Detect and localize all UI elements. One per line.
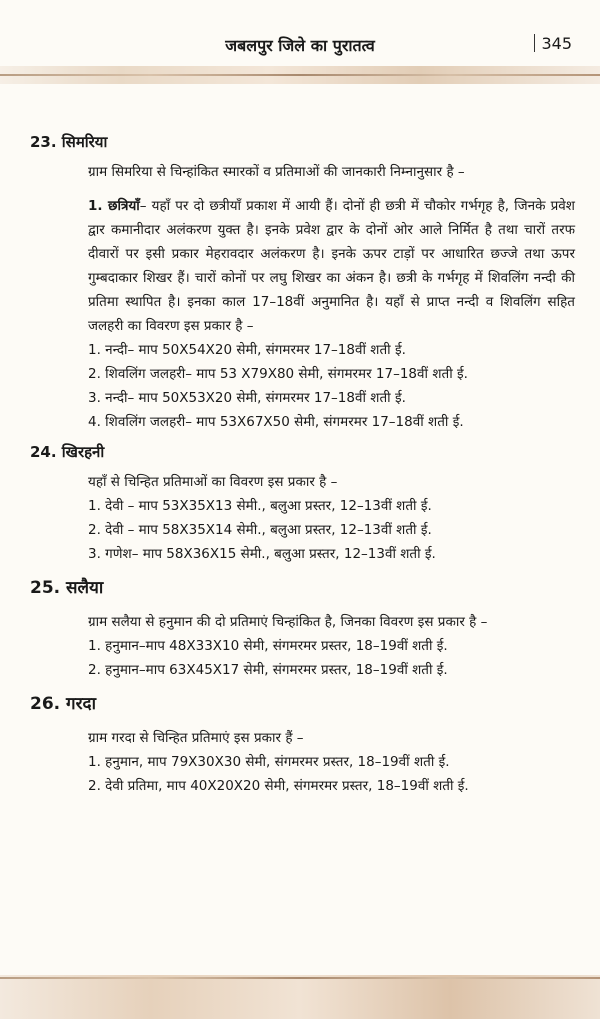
section-heading: 24. खिरहनी xyxy=(30,443,105,461)
page-header xyxy=(0,0,600,62)
list-item: 3. गणेश– माप 58X36X15 सेमी., बलुआ प्रस्तर, 12–13वीं शती ई. xyxy=(88,546,436,562)
section-intro: ग्राम सलैया से हनुमान की दो प्रतिमाएं चिन्हांकित है, जिनका विवरण इस प्रकार है – xyxy=(88,614,488,630)
header-divider xyxy=(534,34,535,52)
list-item: 2. देवी प्रतिमा, माप 40X20X20 सेमी, संगमरमर प्रस्तर, 18–19वीं शती ई. xyxy=(88,778,469,794)
page-body xyxy=(30,124,575,798)
section-heading: 23. सिमरिया xyxy=(30,133,108,151)
list-item: 4. शिवलिंग जलहरी– माप 53X67X50 सेमी, संगमरमर 17–18वीं शती ई. xyxy=(88,414,464,430)
list-item: 1. हनुमान–माप 48X33X10 सेमी, संगमरमर प्रस्तर, 18–19वीं शती ई. xyxy=(88,638,448,654)
list-item: 2. देवी – माप 58X35X14 सेमी., बलुआ प्रस्तर, 12–13वीं शती ई. xyxy=(88,522,432,538)
subsection-lead: 1. छत्रियाँ xyxy=(88,198,140,214)
section-intro: ग्राम गरदा से चिन्हित प्रतिमाएं इस प्रकार हैं – xyxy=(88,730,304,746)
list-item: 2. हनुमान–माप 63X45X17 सेमी, संगमरमर प्रस्तर, 18–19वीं शती ई. xyxy=(88,662,448,678)
section-intro: यहाँ से चिन्हित प्रतिमाओं का विवरण इस प्रकार है – xyxy=(88,474,338,490)
list-item: 3. नन्दी– माप 50X53X20 सेमी, संगमरमर 17–18वीं शती ई. xyxy=(88,390,406,406)
list-item: 1. देवी – माप 53X35X13 सेमी., बलुआ प्रस्तर, 12–13वीं शती ई. xyxy=(88,498,432,514)
section-heading: 26. गरदा xyxy=(30,694,96,714)
decorative-top-band xyxy=(0,66,600,84)
page-number xyxy=(534,34,572,53)
page-number-value: 345 xyxy=(541,34,572,53)
list-item: 2. शिवलिंग जलहरी– माप 53 X79X80 सेमी, संगमरमर 17–18वीं शती ई. xyxy=(88,366,468,382)
section-intro: ग्राम सिमरिया से चिन्हांकित स्मारकों व प्रतिमाओं की जानकारी निम्नानुसार है – xyxy=(88,164,465,180)
list-item: 1. हनुमान, माप 79X30X30 सेमी, संगमरमर प्रस्तर, 18–19वीं शती ई. xyxy=(88,754,450,770)
subsection-paragraph xyxy=(30,194,575,338)
section-heading: 25. सलैया xyxy=(30,578,104,598)
list-item: 1. नन्दी– माप 50X54X20 सेमी, संगमरमर 17–18वीं शती ई. xyxy=(88,342,406,358)
subsection-text: – यहाँ पर दो छत्रीयाँ प्रकाश में आयी हैं। दोनों ही छत्री में चौकोर गर्भगृह है, जिनके प्रवेश द्वार कमानीदार अलंकरण युक्त है। इनके प्रवेश द्वार के दोनों ओर आले निर्मित है तथा चारों तरफ दीवारों पर इसी प्रकार मेहरावदार अलंकरण है। इनके ऊपर टाड़ों पर आधारित छज्जे तथा ऊपर गुम्बदाकार शिखर हैं। चारों कोनों पर लघु शिखर का अंकन है। छत्री के गर्भगृह में शिवलिंग नन्दी की प्रतिमा स्थापित है। इनका काल 17–18वीं अनुमानित है। यहाँ से प्राप्त नन्दी व शिवलिंग सहित जलहरी का विवरण इस प्रकार है – xyxy=(88,198,575,334)
running-title: जबलपुर जिले का पुरातत्व xyxy=(225,36,375,55)
decorative-bottom-band xyxy=(0,975,600,1019)
